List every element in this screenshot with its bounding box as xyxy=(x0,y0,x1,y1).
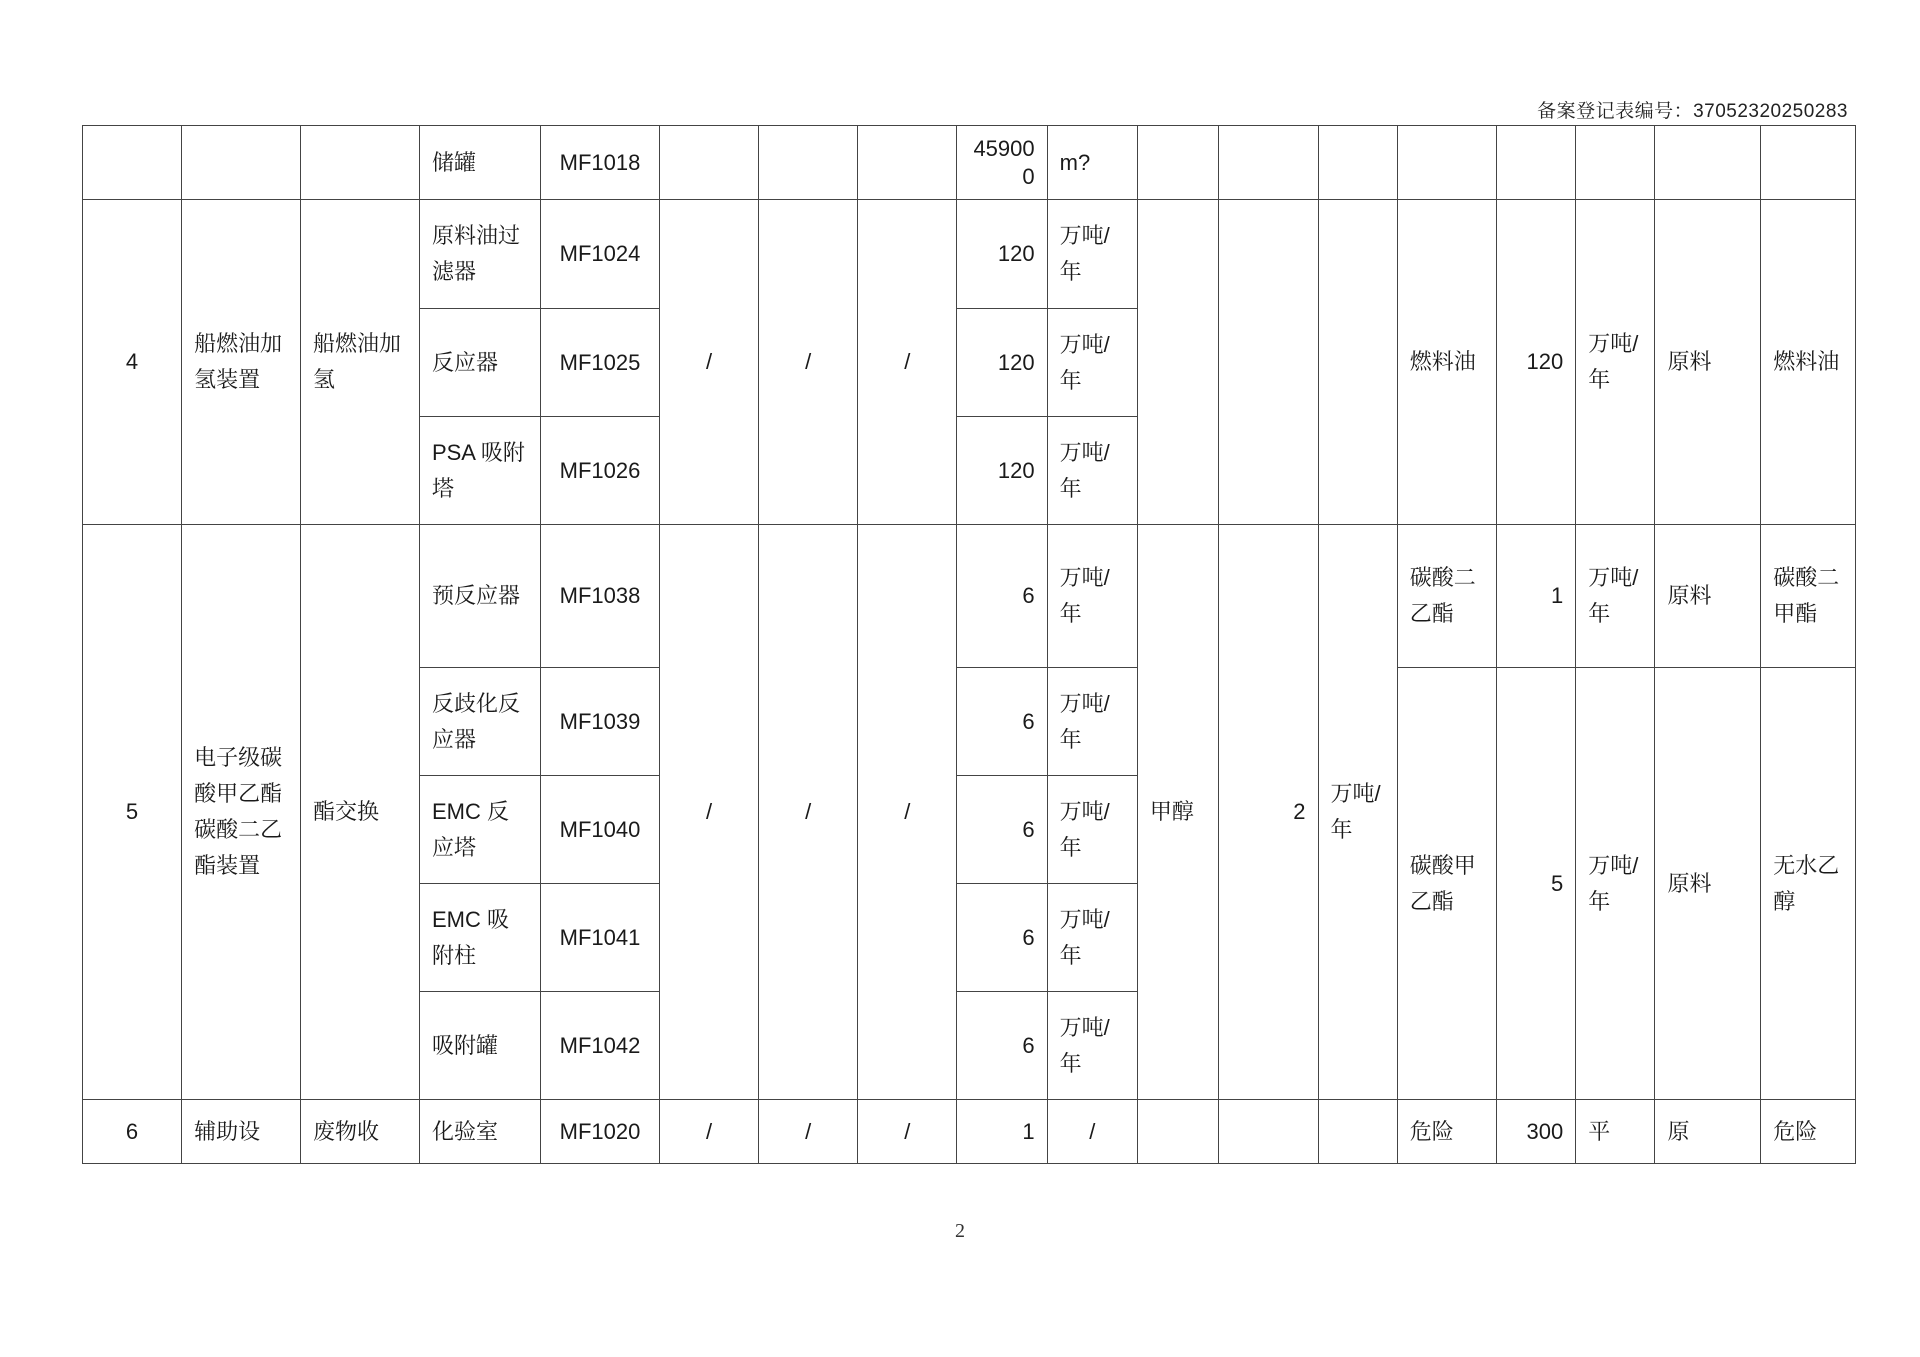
capacity-unit: 万吨/年 xyxy=(1047,992,1137,1100)
capacity-value: 120 xyxy=(957,309,1047,417)
process-name: 船燃油加氢 xyxy=(301,200,420,525)
capacity-value: 6 xyxy=(957,884,1047,992)
process-name: 废物收 xyxy=(301,1100,420,1164)
device-name: 储罐 xyxy=(419,126,540,200)
device-name: 反歧化反应器 xyxy=(419,668,540,776)
device-code: MF1026 xyxy=(541,417,660,525)
capacity-unit: m? xyxy=(1047,126,1137,200)
device-name: EMC 反应塔 xyxy=(419,776,540,884)
material-name: 危险 xyxy=(1761,1100,1856,1164)
slash-cell: / xyxy=(759,1100,858,1164)
device-code: MF1025 xyxy=(541,309,660,417)
material-type: 原料 xyxy=(1655,525,1761,668)
capacity-unit: 万吨/年 xyxy=(1047,417,1137,525)
device-code: MF1040 xyxy=(541,776,660,884)
slash-cell: / xyxy=(660,525,759,1100)
product-amount: 1 xyxy=(1496,525,1575,668)
cell xyxy=(1397,126,1496,200)
fuel-name: 甲醇 xyxy=(1137,525,1218,1100)
capacity-unit: 万吨/年 xyxy=(1047,309,1137,417)
device-name: 预反应器 xyxy=(419,525,540,668)
material-type: 原料 xyxy=(1655,200,1761,525)
capacity-unit: 万吨/年 xyxy=(1047,200,1137,309)
capacity-unit: 万吨/年 xyxy=(1047,525,1137,668)
unit-name: 辅助设 xyxy=(182,1100,301,1164)
product-unit: 万吨/年 xyxy=(1576,525,1655,668)
cell xyxy=(1219,126,1318,200)
product-name: 燃料油 xyxy=(1397,200,1496,525)
material-name: 燃料油 xyxy=(1761,200,1856,525)
device-code: MF1041 xyxy=(541,884,660,992)
capacity-unit: 万吨/年 xyxy=(1047,668,1137,776)
table-row xyxy=(83,525,1856,668)
slash-cell: / xyxy=(858,1100,957,1164)
cell xyxy=(1655,126,1761,200)
device-code: MF1039 xyxy=(541,668,660,776)
capacity-value: 6 xyxy=(957,776,1047,884)
capacity-unit: 万吨/年 xyxy=(1047,884,1137,992)
capacity-value: 1 xyxy=(957,1100,1047,1164)
cell xyxy=(83,126,182,200)
material-type: 原料 xyxy=(1655,668,1761,1100)
table-row xyxy=(83,126,1856,200)
capacity-value: 120 xyxy=(957,200,1047,309)
device-name: 化验室 xyxy=(419,1100,540,1164)
cell xyxy=(1318,200,1397,525)
cell xyxy=(1576,126,1655,200)
material-type: 原 xyxy=(1655,1100,1761,1164)
cell xyxy=(1137,1100,1218,1164)
product-unit: 万吨/年 xyxy=(1576,200,1655,525)
device-code: MF1020 xyxy=(541,1100,660,1164)
capacity-value: 6 xyxy=(957,668,1047,776)
unit-name: 船燃油加氢装置 xyxy=(182,200,301,525)
slash-cell: / xyxy=(660,200,759,525)
row-number: 6 xyxy=(83,1100,182,1164)
cell xyxy=(301,126,420,200)
cell xyxy=(660,126,759,200)
product-name: 危险 xyxy=(1397,1100,1496,1164)
capacity-value: 120 xyxy=(957,417,1047,525)
cell xyxy=(1219,1100,1318,1164)
equipment-table xyxy=(82,125,1856,1164)
fuel-unit: 万吨/年 xyxy=(1318,525,1397,1100)
capacity-unit: 万吨/年 xyxy=(1047,776,1137,884)
cell xyxy=(1318,126,1397,200)
table-row xyxy=(83,1100,1856,1164)
product-unit: 平 xyxy=(1576,1100,1655,1164)
material-name: 无水乙醇 xyxy=(1761,668,1856,1100)
device-name: 吸附罐 xyxy=(419,992,540,1100)
capacity-value: 459000 xyxy=(957,126,1047,200)
cell xyxy=(1137,200,1218,525)
device-name: 原料油过滤器 xyxy=(419,200,540,309)
cell xyxy=(1496,126,1575,200)
capacity-value: 6 xyxy=(957,992,1047,1100)
product-amount: 120 xyxy=(1496,200,1575,525)
device-code: MF1042 xyxy=(541,992,660,1100)
cell xyxy=(858,126,957,200)
table-row xyxy=(83,200,1856,309)
product-amount: 300 xyxy=(1496,1100,1575,1164)
cell xyxy=(1137,126,1218,200)
slash-cell: / xyxy=(759,525,858,1100)
product-amount: 5 xyxy=(1496,668,1575,1100)
cell xyxy=(1219,200,1318,525)
cell xyxy=(1318,1100,1397,1164)
product-unit: 万吨/年 xyxy=(1576,668,1655,1100)
device-name: PSA 吸附塔 xyxy=(419,417,540,525)
unit-name: 电子级碳酸甲乙酯碳酸二乙酯装置 xyxy=(182,525,301,1100)
slash-cell: / xyxy=(759,200,858,525)
product-name: 碳酸甲乙酯 xyxy=(1397,668,1496,1100)
slash-cell: / xyxy=(660,1100,759,1164)
capacity-value: 6 xyxy=(957,525,1047,668)
cell xyxy=(182,126,301,200)
cell xyxy=(759,126,858,200)
material-name: 碳酸二甲酯 xyxy=(1761,525,1856,668)
row-number: 4 xyxy=(83,200,182,525)
process-name: 酯交换 xyxy=(301,525,420,1100)
device-code: MF1018 xyxy=(541,126,660,200)
device-name: 反应器 xyxy=(419,309,540,417)
registration-number: 备案登记表编号：37052320250283 xyxy=(1537,101,1848,122)
slash-cell: / xyxy=(858,525,957,1100)
slash-cell: / xyxy=(858,200,957,525)
cell xyxy=(1761,126,1856,200)
row-number: 5 xyxy=(83,525,182,1100)
fuel-amount: 2 xyxy=(1219,525,1318,1100)
device-code: MF1038 xyxy=(541,525,660,668)
page-number: 2 xyxy=(955,1220,965,1242)
device-name: EMC 吸附柱 xyxy=(419,884,540,992)
product-name: 碳酸二乙酯 xyxy=(1397,525,1496,668)
capacity-unit: / xyxy=(1047,1100,1137,1164)
device-code: MF1024 xyxy=(541,200,660,309)
